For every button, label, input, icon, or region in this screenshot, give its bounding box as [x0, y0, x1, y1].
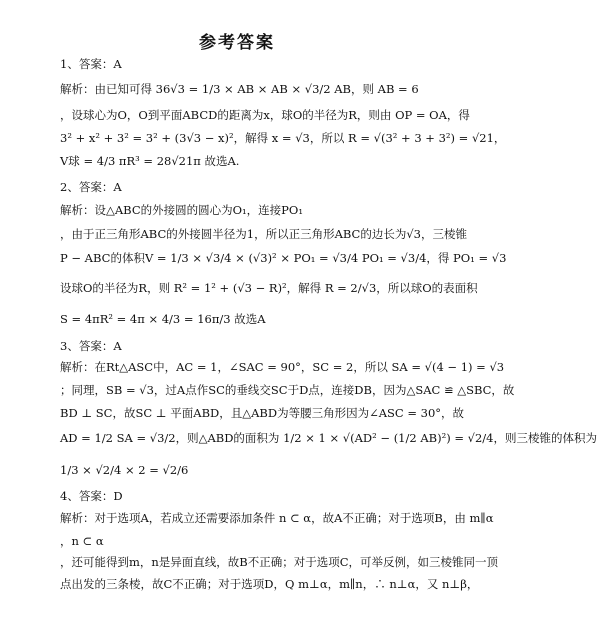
solution-line: BD ⊥ SC，故SC ⊥ 平面ABD，且△ABD为等腰三角形因为∠ASC = 30°，故 [60, 406, 465, 420]
solution-line: ，由于正三角形ABC的外接圆半径为1，所以正三角形ABC的边长为√3，三棱锥 [60, 227, 467, 241]
solution-line: V球 = 4/3 πR³ = 28√21π 故选A. [60, 154, 240, 168]
answer-heading: 2、答案：A [60, 180, 122, 194]
solution-line: AD = 1/2 SA = √3/2，则△ABD的面积为 1/2 × 1 × √(AD² − (1/2 AB)²) = √2/4，则三棱锥的体积为 [60, 431, 597, 445]
solution-line: ，设球心为O，O到平面ABCD的距离为x，球O的半径为R，则由 OP = OA，得 [60, 108, 470, 122]
solution-line: ；同理，SB = √3，过A点作SC的垂线交SC于D点，连接DB，因为△SAC ≌ △SBC，故 [60, 383, 515, 397]
solution-line: 解析：由已知可得 36√3 = 1/3 × AB × AB × √3/2 AB，则 AB = 6 [60, 82, 419, 96]
solution-line: 解析：设△ABC的外接圆的圆心为O₁，连接PO₁ [60, 203, 303, 217]
answer-heading: 3、答案：A [60, 339, 122, 353]
solution-line: 1/3 × √2/4 × 2 = √2/6 [60, 463, 189, 477]
solution-line: 解析：在Rt△ASC中，AC = 1，∠SAC = 90°，SC = 2，所以 SA = √(4 − 1) = √3 [60, 360, 505, 374]
solution-line: 点出发的三条棱，故C不正确；对于选项D，Q m⊥α，m∥n，∴ n⊥α，又 n⊥β， [60, 577, 479, 591]
solution-line: S = 4πR² = 4π × 4/3 = 16π/3 故选A [60, 312, 266, 326]
page-title: 参考答案 [199, 33, 275, 53]
answer-heading: 4、答案：D [60, 489, 123, 503]
answer-heading: 1、答案：A [60, 57, 122, 71]
solution-line: ，n ⊂ α [60, 534, 104, 548]
solution-line: 设球O的半径为R，则 R² = 1² + (√3 − R)²，解得 R = 2/√3，所以球O的表面积 [60, 281, 478, 295]
solution-line: 解析：对于选项A，若成立还需要添加条件 n ⊂ α，故A不正确；对于选项B，由 m∥α [60, 511, 494, 525]
solution-line: P − ABC的体积V = 1/3 × √3/4 × (√3)² × PO₁ = √3/4 PO₁ = √3/4，得 PO₁ = √3 [60, 251, 507, 265]
solution-line: ，还可能得到m，n是异面直线，故B不正确；对于选项C，可举反例，如三棱锥同一顶 [60, 555, 499, 569]
solution-line: 3² + x² + 3² = 3² + (3√3 − x)²，解得 x = √3，所以 R = √(3² + 3 + 3²) = √21， [60, 131, 506, 145]
